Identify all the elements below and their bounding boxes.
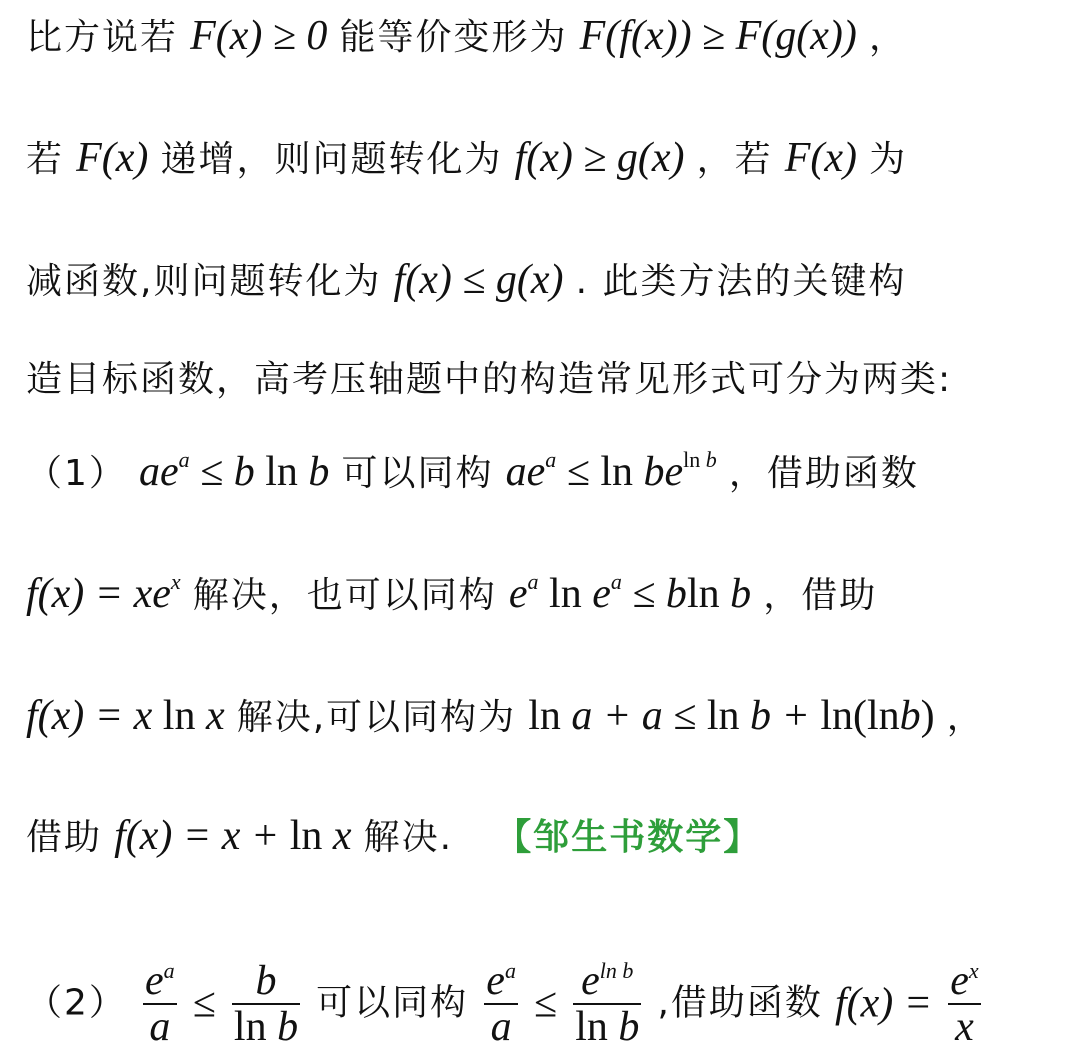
text-segment: ，若	[696, 139, 773, 180]
math-expression: $e^a$ $\ln e^a \le bln$ b	[508, 569, 752, 617]
text-segment: 解决，也可以同构	[192, 575, 497, 616]
math-expression: f(x) = x + ln x	[114, 813, 352, 859]
text-segment: 可以同构	[341, 453, 494, 494]
text-segment: 借助	[26, 817, 103, 858]
text-segment: ,借助函数	[657, 982, 823, 1024]
text-segment: 解决.	[363, 817, 454, 858]
fraction: $\frac{e^x}{x}$	[950, 957, 979, 1050]
math-expression: $f(x) = xe^x$	[26, 569, 181, 617]
math-expression: f(x) ≤ g(x)	[393, 257, 564, 303]
math-expression: f(x) ≥ g(x)	[514, 135, 685, 181]
math-operator: ≤	[192, 980, 216, 1027]
text-segment: 减函数,则问题转化为	[26, 261, 382, 302]
text-segment: 能等价变形为	[339, 17, 568, 58]
text-line-8	[26, 814, 1040, 860]
text-line-9	[26, 950, 1040, 1054]
fraction: $\frac{e^a}{a}$	[486, 957, 516, 1050]
item-label: （1）	[26, 453, 127, 494]
math-expression: $ae^a \le \ln be^{ln b}$	[505, 447, 717, 495]
math-expression: f(x) =	[835, 980, 933, 1027]
text-line-2	[26, 136, 1040, 182]
fraction: $\frac{e^a}{a}$	[145, 957, 175, 1050]
text-segment: ，借助	[763, 575, 878, 616]
math-expression: $ae^a \le b$ ln b	[139, 447, 330, 495]
text-segment: 递增，则问题转化为	[160, 139, 503, 180]
text-segment: 造目标函数，高考压轴题中的构造常见形式可分为两类:	[26, 359, 953, 400]
text-segment: 比方说若	[26, 17, 179, 58]
brand-watermark: 【邹生书数学】	[495, 817, 762, 858]
fraction: $\frac{b}{\text{ln b}}$	[233, 957, 299, 1050]
text-segment: ，	[946, 697, 985, 738]
math-operator: ≤	[534, 980, 558, 1027]
math-expression: F(x)	[76, 135, 149, 181]
text-line-3	[26, 258, 1040, 304]
text-line-6	[26, 569, 1040, 618]
text-segment: 可以同构	[316, 982, 469, 1024]
text-line-5	[26, 447, 1040, 496]
text-line-7	[26, 694, 1040, 740]
fraction: $\frac{e^{ln b}}{\text{ln b}}$	[575, 957, 640, 1050]
math-expression: f(x) = x ln x	[26, 693, 225, 739]
math-expression: F(x)	[784, 135, 858, 181]
text-segment: 若	[26, 139, 65, 180]
text-segment: . 此类方法的关键构	[575, 261, 907, 302]
math-expression: F(f(x)) ≥ F(g(x))	[579, 13, 857, 59]
item-label: （2）	[26, 982, 127, 1024]
text-segment: ，借助函数	[728, 453, 919, 494]
math-expression: ln a + a ≤ ln b + ln(lnb)	[528, 693, 935, 739]
text-segment: ，	[868, 17, 907, 58]
text-line-1	[26, 14, 1040, 60]
text-segment: 为	[869, 139, 908, 180]
text-line-4	[26, 356, 1040, 402]
math-expression: F(x) ≥ 0	[190, 13, 328, 59]
text-segment: 解决,可以同构为	[236, 697, 517, 738]
